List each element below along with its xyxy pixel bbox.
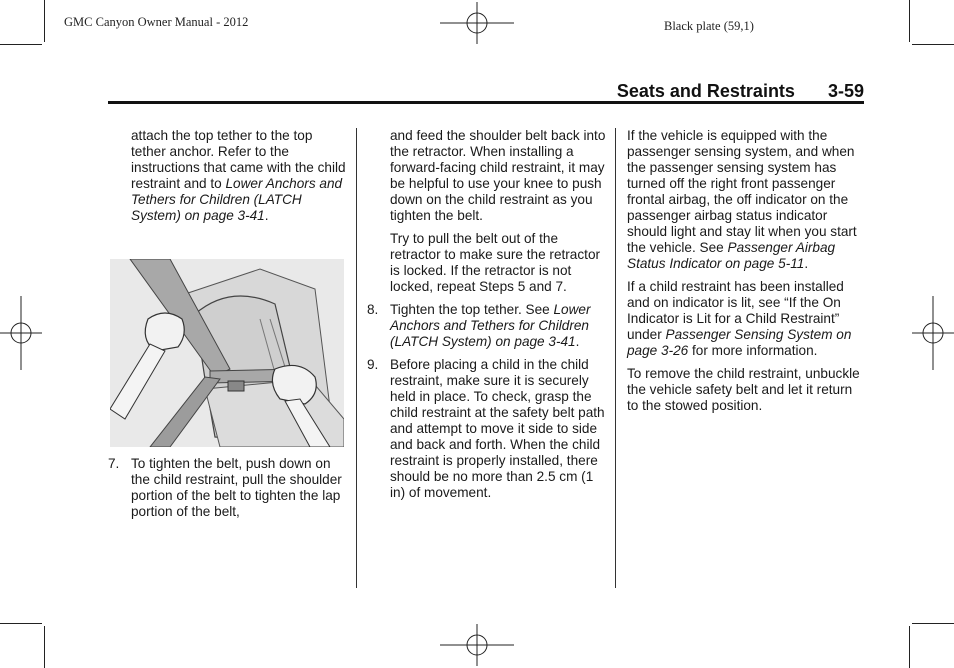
column-1-lower [108, 456, 348, 527]
crop-mark [909, 626, 910, 668]
cross-reference: Lower Anchors and Tethers for Children (LATCH System) on page 3-41 [131, 176, 343, 223]
step-9 [367, 357, 607, 501]
crop-mark [44, 0, 45, 42]
punctuation: . [575, 334, 580, 349]
column-3 [627, 128, 867, 421]
column-1 [108, 128, 348, 231]
step-text: Tighten the top tether. See [390, 302, 554, 317]
crop-mark [0, 44, 42, 45]
step-8 [367, 302, 607, 350]
crop-mark [912, 44, 954, 45]
column-divider [356, 128, 357, 588]
illustration-drawing [110, 259, 344, 447]
cross-reference: Passenger Sensing System on page 3-26 [627, 327, 852, 358]
step-7 [108, 456, 348, 520]
child-restraint-illustration [110, 259, 344, 447]
column-2 [367, 128, 607, 508]
paragraph-text: If a child restraint has been installed and on indicator is lit, see “If the On Indicator is Lit for a Child Restraint” under [627, 279, 844, 342]
paragraph-text: for more information. [688, 343, 818, 358]
paragraph [627, 279, 867, 359]
paragraph: To remove the child restraint, unbuckle the vehicle safety belt and let it return to the stowed position. [627, 366, 860, 413]
paragraph-text: If the vehicle is equipped with the passenger sensing system, and when the passenger sensing system has turned off the right front passenger frontal airbag, the off indicator on the passenger airbag status indicator should light and stay lit when you start the vehicle. See [627, 128, 857, 255]
punctuation: . [804, 256, 809, 271]
punctuation: . [264, 208, 269, 223]
manual-title: GMC Canyon Owner Manual - 2012 [64, 15, 249, 29]
registration-mark-right [912, 296, 954, 370]
paragraph [108, 128, 348, 224]
section-title: Seats and Restraints [616, 81, 795, 101]
crop-mark [912, 623, 954, 624]
crop-mark [44, 626, 45, 668]
step-number: 7. [108, 456, 120, 471]
crop-mark [909, 0, 910, 42]
running-header [560, 81, 864, 102]
paragraph: and feed the shoulder belt back into the retractor. When installing a forward-facing child restraint, it may be helpful to use your knee to push down on the child restraint as you tighten the belt. [390, 128, 606, 223]
column-divider [615, 128, 616, 588]
registration-mark-left [0, 296, 42, 370]
step-text: To tighten the belt, push down on the child restraint, pull the shoulder portion of the belt to tighten the lap portion of the belt, [131, 456, 342, 519]
registration-mark-top [440, 2, 514, 44]
crop-mark [0, 623, 42, 624]
paragraph: Try to pull the belt out of the retractor to make sure the retractor is locked. If the retractor is not locked, repeat Steps 5 and 7. [390, 231, 601, 294]
step-number: 9. [367, 357, 379, 372]
paragraph-text: attach the top tether to the top tether anchor. Refer to the instructions that came with the child restraint and to [131, 128, 346, 191]
page-number: 3-59 [827, 81, 864, 101]
cross-reference: Passenger Airbag Status Indicator on page 5-11 [627, 240, 836, 271]
plate-label: Black plate (59,1) [664, 19, 754, 33]
registration-mark-bottom [440, 624, 514, 666]
cross-reference: Lower Anchors and Tethers for Children (LATCH System) on page 3-41 [390, 302, 591, 349]
step-text: Before placing a child in the child restraint, make sure it is securely held in place. To check, grasp the child restraint at the safety belt path and attempt to move it side to side and back and forth. When the child restraint is properly installed, there should be no more than 2.5 cm (1 in) of movement. [390, 357, 605, 500]
step-number: 8. [367, 302, 379, 317]
header-rule [108, 101, 864, 104]
paragraph [627, 128, 867, 272]
